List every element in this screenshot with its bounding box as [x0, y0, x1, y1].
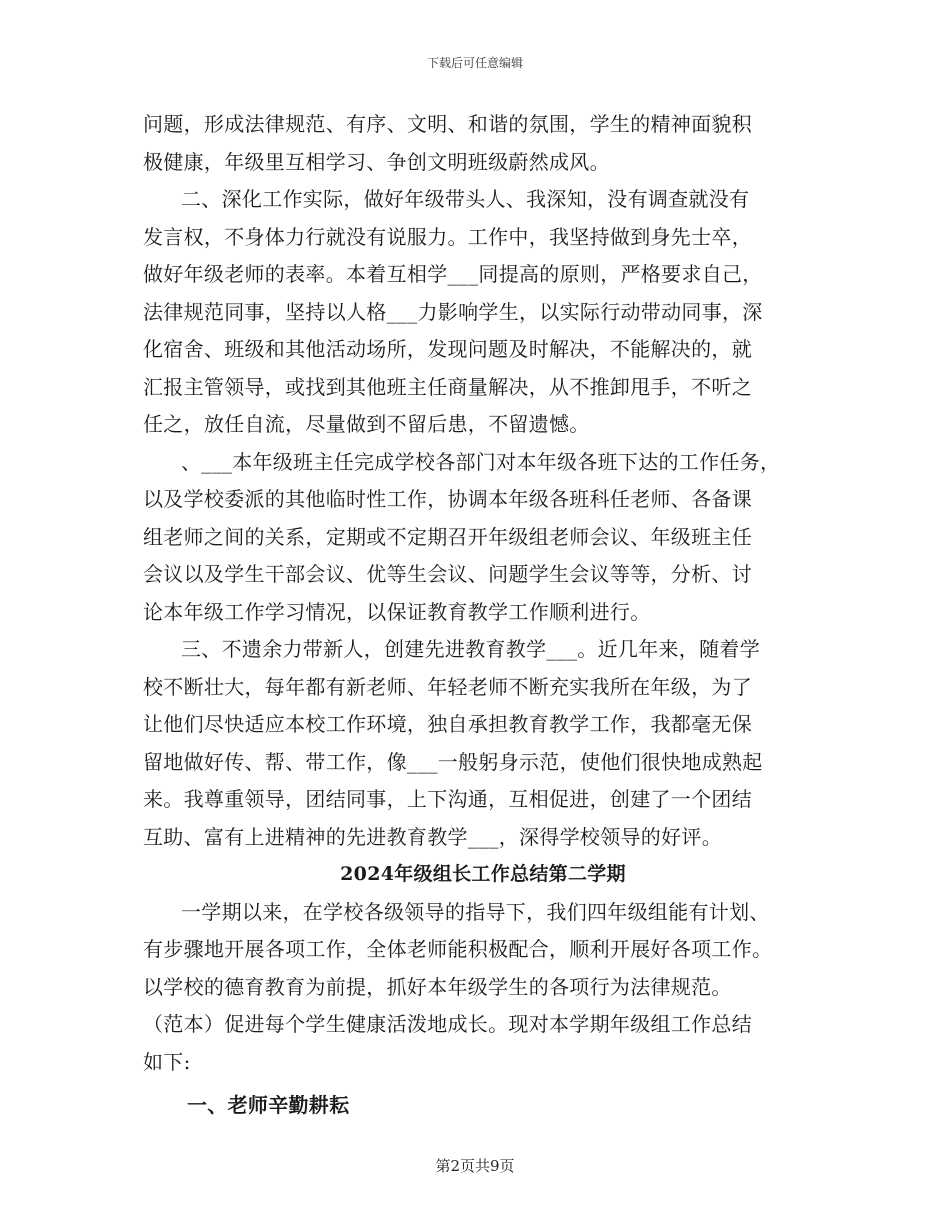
body-line: 极健康，年级里互相学习、争创文明班级蔚然成风。 [143, 149, 610, 174]
document-body [143, 106, 823, 1125]
paragraph-start: 一学期以来，在学校各级领导的指导下，我们四年级组能有计划、 [181, 899, 770, 924]
subsection-heading: 一、老师辛勤耕耘 [187, 1093, 350, 1117]
paragraph-start: 、___本年级班主任完成学校各部门对本年级各班下达的工作任务， [181, 449, 781, 474]
body-line: 汇报主管领导，或找到其他班主任商量解决，从不推卸甩手，不听之 [143, 374, 752, 399]
body-line: 互助、富有上进精神的先进教育教学___，深得学校领导的好评。 [143, 824, 722, 849]
section-title: 2024年级组长工作总结第二学期 [340, 863, 626, 885]
body-line: （范本）促进每个学生健康活泼地成长。现对本学期年级组工作总结 [143, 1012, 752, 1036]
body-line: 做好年级老师的表率。本着互相学___同提高的原则，严格要求自己， [143, 262, 763, 286]
body-line: 如下: [143, 1049, 191, 1074]
body-line: 任之，放任自流，尽量做到不留后患，不留遗憾。 [143, 412, 590, 436]
body-line: 论本年级工作学习情况，以保证教育教学工作顺利进行。 [143, 599, 651, 624]
body-line: 以学校的德育教育为前提，抓好本年级学生的各项行为法律规范。 [143, 974, 732, 999]
body-line: 发言权，不身体力行就没有说服力。工作中，我坚持做到身先士卒， [143, 224, 752, 249]
body-line: 组老师之间的关系，定期或不定期召开年级组老师会议、年级班主任 [143, 524, 752, 549]
paragraph-start: 三、不遗余力带新人，创建先进教育教学___。近几年来，随着学 [181, 637, 760, 661]
body-line: 让他们尽快适应本校工作环境，独自承担教育教学工作，我都毫无保 [143, 712, 752, 736]
body-line: 会议以及学生干部会议、优等生会议、问题学生会议等等，分析、讨 [143, 562, 752, 586]
body-line: 留地做好传、帮、带工作，像___一般躬身示范，使他们很快地成熟起 [143, 749, 763, 774]
body-line: 问题，形成法律规范、有序、文明、和谐的氛围，学生的精神面貌积 [143, 112, 752, 136]
body-line: 化宿舍、班级和其他活动场所，发现问题及时解决，不能解决的，就 [143, 337, 752, 361]
body-line: 法律规范同事，坚持以人格___力影响学生，以实际行动带动同事，深 [143, 299, 763, 324]
body-line: 有步骤地开展各项工作，全体老师能积极配合，顺利开展好各项工作。 [143, 937, 773, 961]
page-header-note: 下载后可任意编辑 [426, 56, 523, 70]
body-line: 以及学校委派的其他临时性工作，协调本年级各班科任老师、各备课 [143, 487, 752, 511]
body-line: 来。我尊重领导，团结同事，上下沟通，互相促进，创建了一个团结 [143, 787, 752, 811]
page-number: 第2页共9页 [435, 1157, 515, 1175]
paragraph-start: 二、深化工作实际，做好年级带头人、我深知，没有调查就没有 [181, 187, 750, 211]
body-line: 校不断壮大，每年都有新老师、年轻老师不断充实我所在年级，为了 [143, 674, 752, 699]
